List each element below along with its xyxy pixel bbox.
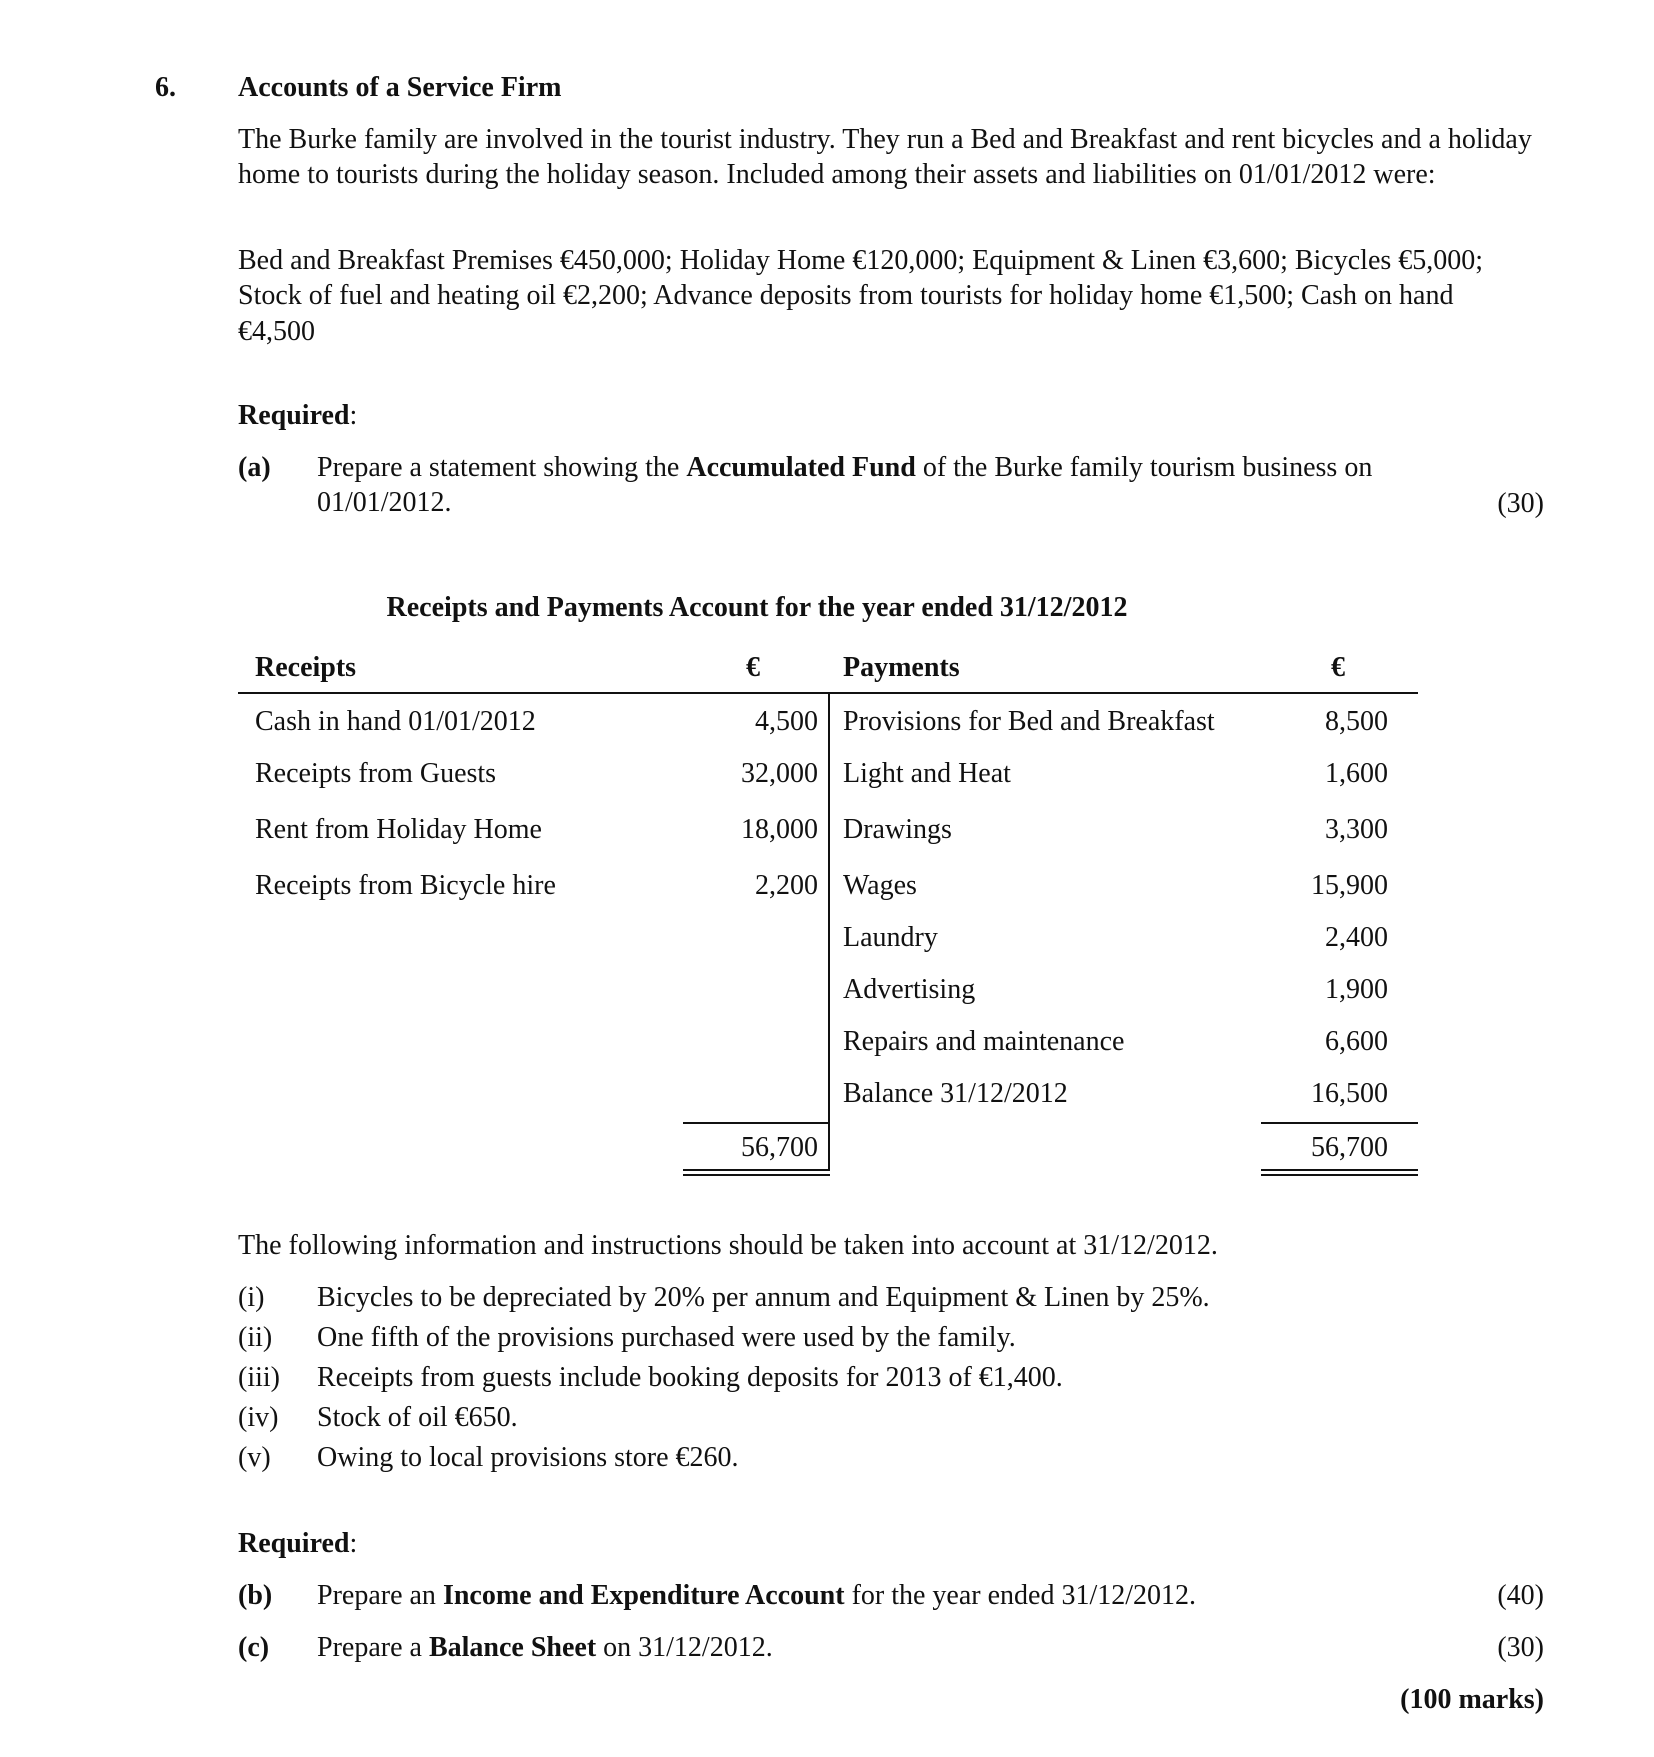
- info-item-text: Stock of oil €650.: [317, 1402, 518, 1433]
- info-intro: The following information and instructions should be taken into account at 31/12/2012.: [238, 1230, 1218, 1261]
- payments-header: Payments: [843, 652, 960, 683]
- receipt-label: Receipts from Guests: [255, 758, 497, 789]
- question-number: 6.: [155, 72, 176, 103]
- payments-total: 56,700: [1311, 1132, 1388, 1163]
- payment-amount: 16,500: [1311, 1078, 1388, 1109]
- part-b-marks: (40): [1497, 1580, 1544, 1611]
- euro-header-right: €: [1331, 652, 1345, 683]
- payments-double-rule-2: [1261, 1174, 1418, 1176]
- part-c-text: Prepare a Balance Sheet on 31/12/2012.: [317, 1632, 773, 1663]
- info-item-num: (iv): [238, 1402, 279, 1433]
- euro-header-left: €: [746, 652, 760, 683]
- receipt-label: Receipts from Bicycle hire: [255, 870, 556, 901]
- payment-amount: 3,300: [1325, 814, 1388, 845]
- payment-amount: 2,400: [1325, 922, 1388, 953]
- receipts-payments-table: [238, 650, 1418, 1190]
- payments-subtotal-rule: [1261, 1122, 1418, 1124]
- payment-amount: 15,900: [1311, 870, 1388, 901]
- receipt-amount: 4,500: [755, 706, 818, 737]
- receipts-subtotal-rule: [683, 1122, 830, 1124]
- part-a-marks: (30): [1497, 488, 1544, 519]
- part-a-text: Prepare a statement showing the Accumulated Fund of the Burke family tourism business on 01/01/2012.: [317, 452, 1373, 519]
- payment-amount: 1,600: [1325, 758, 1388, 789]
- required-heading-1: Required:: [238, 400, 358, 431]
- required-heading-2: Required:: [238, 1528, 358, 1559]
- receipt-amount: 2,200: [755, 870, 818, 901]
- receipts-double-rule-2: [683, 1174, 830, 1176]
- info-item-num: (iii): [238, 1362, 280, 1393]
- part-a-label: (a): [238, 452, 271, 483]
- info-item-text: Owing to local provisions store €260.: [317, 1442, 739, 1473]
- center-divider: [828, 692, 830, 1169]
- receipt-label: Cash in hand 01/01/2012: [255, 706, 536, 737]
- payment-label: Wages: [843, 870, 917, 901]
- receipts-header: Receipts: [255, 652, 357, 683]
- payment-amount: 1,900: [1325, 974, 1388, 1005]
- receipt-amount: 32,000: [741, 758, 818, 789]
- payment-label: Repairs and maintenance: [843, 1026, 1125, 1057]
- info-item-num: (ii): [238, 1322, 273, 1353]
- info-item-text: Receipts from guests include booking deposits for 2013 of €1,400.: [317, 1362, 1063, 1393]
- receipt-amount: 18,000: [741, 814, 818, 845]
- intro-paragraph: The Burke family are involved in the tourist industry. They run a Bed and Breakfast and rent bicycles and a holiday home to tourists during the holiday season. Included among their assets and liabilities on 01/01/2012 were:: [238, 124, 1532, 191]
- payment-label: Advertising: [843, 974, 976, 1005]
- payment-label: Provisions for Bed and Breakfast: [843, 706, 1215, 737]
- total-marks: (100 marks): [1400, 1684, 1544, 1715]
- part-c-marks: (30): [1497, 1632, 1544, 1663]
- payment-amount: 8,500: [1325, 706, 1388, 737]
- payment-amount: 6,600: [1325, 1026, 1388, 1057]
- info-item-text: Bicycles to be depreciated by 20% per annum and Equipment & Linen by 25%.: [317, 1282, 1210, 1313]
- question-title: Accounts of a Service Firm: [238, 72, 562, 103]
- receipts-double-rule-1: [683, 1169, 830, 1171]
- part-c-label: (c): [238, 1632, 270, 1663]
- info-item-num: (v): [238, 1442, 271, 1473]
- payment-label: Drawings: [843, 814, 952, 845]
- payments-double-rule-1: [1261, 1169, 1418, 1171]
- receipt-label: Rent from Holiday Home: [255, 814, 542, 845]
- info-item-num: (i): [238, 1282, 265, 1313]
- payment-label: Balance 31/12/2012: [843, 1078, 1068, 1109]
- part-b-text: Prepare an Income and Expenditure Account for the year ended 31/12/2012.: [317, 1580, 1197, 1611]
- account-title: Receipts and Payments Account for the year ended 31/12/2012: [386, 592, 1128, 623]
- info-item-text: One fifth of the provisions purchased were used by the family.: [317, 1322, 1016, 1353]
- payment-label: Light and Heat: [843, 758, 1011, 789]
- payment-label: Laundry: [843, 922, 938, 953]
- receipts-total: 56,700: [741, 1132, 818, 1163]
- part-b-label: (b): [238, 1580, 273, 1611]
- assets-paragraph: Bed and Breakfast Premises €450,000; Holiday Home €120,000; Equipment & Linen €3,600; Bicycles €5,000; Stock of fuel and heating oil €2,200; Advance deposits from tourists for holiday home €1,500; Cash on hand €4,500: [238, 245, 1484, 347]
